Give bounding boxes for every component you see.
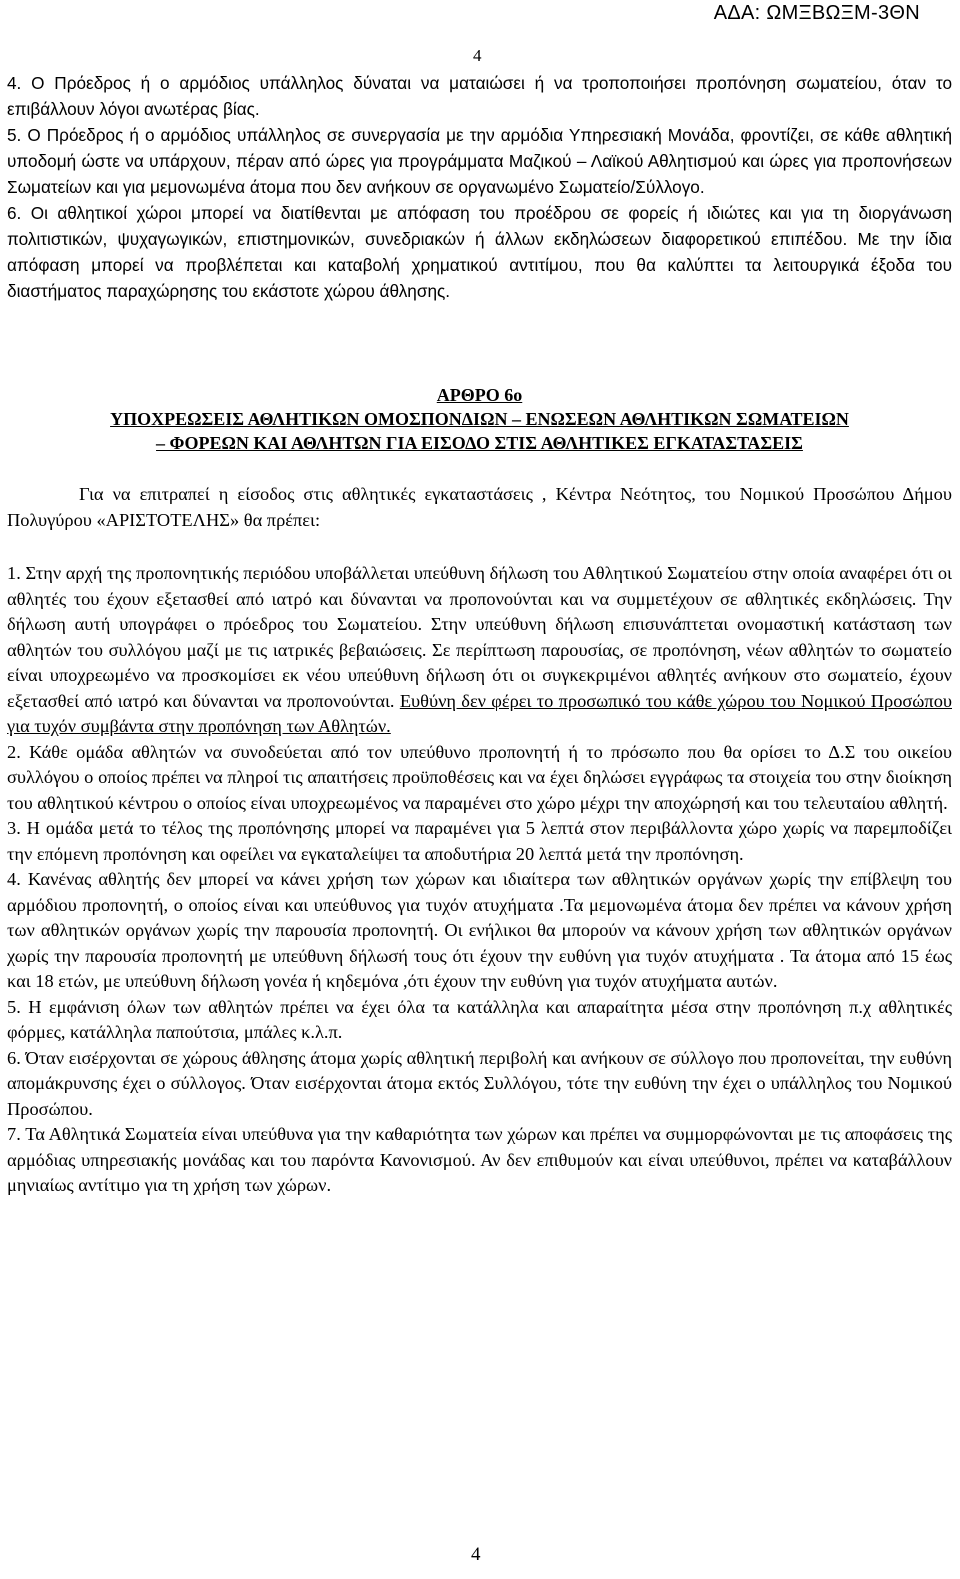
page-number-top: 4 <box>473 46 482 65</box>
article-heading <box>7 383 952 455</box>
article-subtitle-line1: ΥΠΟΧΡΕΩΣΕΙΣ ΑΘΛΗΤΙΚΩΝ ΟΜΟΣΠΟΝΔΙΩΝ – ΕΝΩΣΕΩΝ ΑΘΛΗΤΙΚΩΝ ΣΩΜΑΤΕΙΩΝ <box>110 409 849 429</box>
section-a <box>7 70 952 304</box>
item-4: 4. Κανένας αθλητής δεν μπορεί να κάνει χρήση των χώρων και ιδιαίτερα των αθλητικών οργάνων χωρίς την επίβλεψη του αρμόδιου προπονητή, ο οποίος είναι και υπεύθυνος για τυχόν ατυχήματα .Τα μεμονωμένα άτομα δεν πρέπει να κάνουν χρήση των αθλητικών οργάνων χωρίς την παρουσία προπονητή. Οι ενήλικοι θα μπορούν να κάνουν χρήση των αθλητικών οργάνων χωρίς την παρουσία προπονητή με υπεύθυνη δήλωσή τους ότι έχουν την ευθύνη για τυχόν ατυχήματα . Τα άτομα από 15 έως και 18 ετών, με υπεύθυνη δήλωση γονέα ή κηδεμόνα ,ότι έχουν την ευθύνη για τυχόν ατυχήματα αυτών. <box>7 869 952 991</box>
article-intro-block <box>7 482 952 533</box>
item-3: 3. Η ομάδα μετά το τέλος της προπόνησης μπορεί να παραμένει για 5 λεπτά στον περιβάλλοντα χώρο χωρίς να παρεμποδίζει την επόμενη προπόνηση και οφείλει να εγκαταλείψει τα αποδυτήρια 20 λεπτά μετά την προπόνηση. <box>7 818 952 864</box>
item-6: 6. Όταν εισέρχονται σε χώρους άθλησης άτομα χωρίς αθλητική περιβολή και ανήκουν σε σύλλογο που προπονείται, την ευθύνη απομάκρυνσης έχει ο σύλλογος. Όταν εισέρχονται άτομα εκτός Συλλόγου, τότε την ευθύνη την έχει ο υπάλληλος του Νομικού Προσώπου. <box>7 1047 952 1119</box>
article-items <box>7 561 952 1199</box>
article-intro: Για να επιτραπεί η είσοδος στις αθλητικές εγκαταστάσεις , Κέντρα Νεότητος, του Νομικού Προσώπου Δήμου Πολυγύρου «ΑΡΙΣΤΟΤΕΛΗΣ» θα πρέπει: <box>7 484 952 530</box>
paragraph-6: 6. Οι αθλητικοί χώροι μπορεί να διατίθενται με απόφαση του προέδρου σε φορείς ή ιδιώτες και για τη διοργάνωση πολιτιστικών, ψυχαγωγικών, επιστημονικών, συνεδριακών ή άλλων εκδηλώσεων διαφορετικού επιπέδου. Με την ίδια απόφαση μπορεί να προβλέπεται και καταβολή χρηματικού αντιτίμου, που θα καλύπτει τα λειτουργικά έξοδα του διαστήματος παραχώρησης του εκάστοτε χώρου άθλησης. <box>7 203 952 301</box>
article-title: ΑΡΘΡΟ 6ο <box>436 385 523 405</box>
item-1-underlined-text: Ευθύνη δεν φέρει το προσωπικό του κάθε χώρου του Νομικού Προσώπου για τυχόν συμβάντα στην προπόνηση των Αθλητών. <box>7 690 952 736</box>
item-7: 7. Τα Αθλητικά Σωματεία είναι υπεύθυνα για την καθαριότητα των χώρων και πρέπει να συμμορφώνονται με τις αποφάσεις της αρμόδιας υπηρεσιακής μονάδας και του παρόντα Κανονισμού. Αν δεν επιθυμούν και είναι υπεύθυνοι, πρέπει να καταβάλλουν μηνιαίως αντίτιμο για τη χρήση των χώρων. <box>7 1124 952 1195</box>
page-number-bottom: 4 <box>471 1544 481 1565</box>
item-2: 2. Κάθε ομάδα αθλητών να συνοδεύεται από τον υπεύθυνο προπονητή ή το πρόσωπο που θα ορίσει το Δ.Σ του οικείου συλλόγου ο οποίος πρέπει να πληροί τις απαιτήσεις προϋποθέσεις και να έχει δηλώσει εγγράφως τα στοιχεία του στην διοίκηση του αθλητικού κέντρου ο οποίος είναι υποχρεωμένος να παραμένει στο χώρο μέχρι την αποχώρησή και του τελευταίου αθλητή. <box>7 741 952 813</box>
paragraph-4: 4. Ο Πρόεδρος ή ο αρμόδιος υπάλληλος δύναται να ματαιώσει ή να τροποποιήσει προπόνηση σωματείου, όταν το επιβάλλουν λόγοι ανωτέρας βίας. <box>7 73 952 119</box>
item-1 <box>7 561 952 740</box>
item-1-text: 1. Στην αρχή της προπονητικής περιόδου υποβάλλεται υπεύθυνη δήλωση του Αθλητικού Σωματείου στην οποία αναφέρει ότι οι αθλητές του έχουν εξετασθεί από ιατρό και δύνανται να προπονούνται και να συμμετέχουν σε αθλητικές εκδηλώσεις. Την δήλωση αυτή υπογράφει ο πρόεδρος του Σωματείου. Στην υπεύθυνη δήλωση επισυνάπτεται ονομαστική κατάσταση των αθλητών του συλλόγου μαζί με τις ιατρικές βεβαιώσεις. Σε περίπτωση παρουσίας, σε προπόνηση, νέων αθλητών το σωματείο είναι υποχρεωμένο να προσκομίσει εκ νέου υπεύθυνη δήλωση ότι οι συγκεκριμένοι αθλητές ανήκουν στο σωματείο, έχουν εξετασθεί από ιατρό και δύνανται να προπονούνται. <box>7 563 952 711</box>
ada-code: ΑΔΑ: ΩΜΞΒΩΞΜ-3ΘΝ <box>713 2 920 24</box>
paragraph-5: 5. Ο Πρόεδρος ή ο αρμόδιος υπάλληλος σε συνεργασία με την αρμόδια Υπηρεσιακή Μονάδα, φροντίζει, σε κάθε αθλητική υποδομή ώστε να υπάρχουν, πέραν από ώρες για προγράμματα Μαζικού – Λαϊκού Αθλητισμού και ώρες για προπονήσεων Σωματείων και για μεμονωμένα άτομα που δεν ανήκουν σε οργανωμένο Σωματείο/Σύλλογο. <box>7 125 952 197</box>
article-subtitle-line2: – ΦΟΡΕΩΝ ΚΑΙ ΑΘΛΗΤΩΝ ΓΙΑ ΕΙΣΟΔΟ ΣΤΙΣ ΑΘΛΗΤΙΚΕΣ ΕΓΚΑΤΑΣΤΑΣΕΙΣ <box>156 433 803 453</box>
item-5: 5. Η εμφάνιση όλων των αθλητών πρέπει να έχει όλα τα κατάλληλα και απαραίτητα μέσα στην προπόνηση π.χ αθλητικές φόρμες, κατάλληλα παπούτσια, μπάλες κ.λ.π. <box>7 996 952 1042</box>
